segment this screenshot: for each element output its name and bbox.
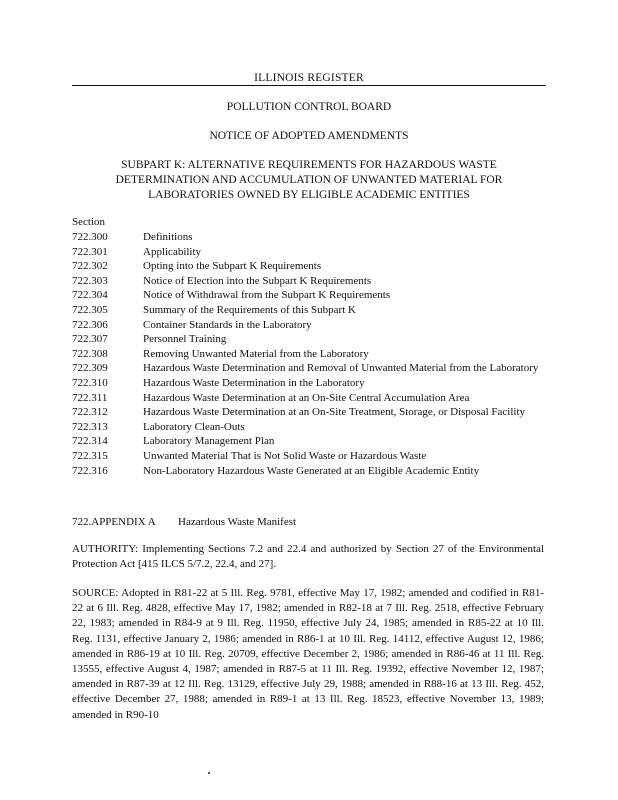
- toc-row: [72, 434, 546, 449]
- section-title: Applicability: [143, 245, 202, 258]
- section-number: 722.316: [72, 464, 108, 477]
- toc-row: [72, 245, 546, 260]
- section-number: 722.308: [72, 347, 108, 360]
- toc-row: [72, 420, 546, 435]
- toc-row: [72, 449, 546, 464]
- toc-row: [72, 230, 546, 245]
- section-title: Notice of Election into the Subpart K Requirements: [143, 274, 372, 287]
- toc-row: [72, 274, 546, 289]
- section-title: Personnel Training: [143, 333, 227, 346]
- toc-row: [72, 318, 546, 333]
- toc-row: [72, 361, 546, 376]
- toc-row: [72, 347, 546, 362]
- toc-row: [72, 405, 546, 420]
- section-title: Laboratory Clean-Outs: [143, 420, 245, 433]
- section-number: 722.309: [72, 362, 108, 375]
- section-title: Notice of Withdrawal from the Subpart K Requirements: [143, 289, 391, 302]
- section-title: Non-Laboratory Hazardous Waste Generated at an Eligible Academic Entity: [143, 464, 480, 477]
- page-mark: [208, 772, 210, 774]
- section-title: Opting into the Subpart K Requirements: [143, 260, 322, 273]
- section-number: 722.303: [72, 274, 108, 287]
- section-title: Container Standards in the Laboratory: [143, 318, 312, 331]
- section-title: Hazardous Waste Determination at an On-Site Central Accumulation Area: [143, 391, 470, 404]
- section-number: 722.305: [72, 303, 108, 316]
- board-name: POLLUTION CONTROL BOARD: [226, 101, 392, 113]
- toc-row: [72, 332, 546, 347]
- section-title: Summary of the Requirements of this Subpart K: [143, 303, 356, 316]
- toc-row: [72, 464, 546, 479]
- subpart-title: SUBPART K: ALTERNATIVE REQUIREMENTS FOR HAZARDOUS WASTE DETERMINATION AND ACCUMULATION OF UNWANTED MATERIAL FOR LABORATORIES OWNED BY ELIGIBLE ACADEMIC ENTITIES: [115, 159, 503, 201]
- section-number: 722.302: [72, 260, 108, 273]
- table-of-contents: [72, 230, 546, 478]
- section-title: Definitions: [143, 231, 193, 243]
- section-title: Hazardous Waste Determination and Removal of Unwanted Material from the Laboratory: [143, 362, 539, 375]
- section-number: 722.300: [72, 231, 108, 243]
- section-heading: Section: [72, 216, 105, 228]
- section-title: Unwanted Material That is Not Solid Waste or Hazardous Waste: [143, 449, 427, 462]
- register-header: ILLINOIS REGISTER: [72, 72, 546, 86]
- section-number: 722.315: [72, 449, 108, 462]
- section-number: 722.307: [72, 333, 108, 346]
- appendix-label: 722.APPENDIX A: [72, 516, 156, 528]
- section-number: 722.310: [72, 376, 108, 389]
- section-number: 722.301: [72, 245, 108, 258]
- authority-paragraph: AUTHORITY: Implementing Sections 7.2 and 22.4 and authorized by Section 27 of the Environmental Protection Act [415 ILCS 5/7.2, 22.4, and 27].: [72, 543, 544, 571]
- toc-row: [72, 259, 546, 274]
- source-paragraph: SOURCE: Adopted in R81-22 at 5 Ill. Reg. 9781, effective May 17, 1982; amended and codified in R81-22 at 6 Ill. Reg. 4828, effective May 17, 1982; amended in R82-18 at 7 Ill. Reg. 2518, effective February 22, 1983; amended in R84-9 at 9 Ill. Reg. 11950, effective July 24, 1985; amended in R85-22 at 10 Ill. Reg. 1131, effective January 2, 1986; amended in R86-1 at 10 Ill. Reg. 14112, effective August 12, 1986; amended in R86-19 at 10 Ill. Reg. 20709, effective December 2, 1986; amended in R86-46 at 11 Ill. Reg. 13555, effective August 4, 1987; amended in R87-5 at 11 Ill. Reg. 19392, effective November 12, 1987; amended in R87-39 at 12 Ill. Reg. 13129, effective July 29, 1988; amended in R88-16 at 13 Ill. Reg. 452, effective December 27, 1988; amended in R89-1 at 13 Ill. Reg. 18523, effective November 13, 1989; amended in R90-10: [72, 587, 544, 721]
- section-title: Hazardous Waste Determination at an On-Site Treatment, Storage, or Disposal Facility: [143, 406, 525, 419]
- section-title: Removing Unwanted Material from the Laboratory: [143, 347, 369, 360]
- appendix-title: Hazardous Waste Manifest: [178, 516, 297, 528]
- notice-title: NOTICE OF ADOPTED AMENDMENTS: [209, 130, 409, 142]
- appendix-entry: [72, 516, 296, 528]
- section-title: Laboratory Management Plan: [143, 435, 275, 448]
- toc-row: [72, 376, 546, 391]
- section-number: 722.306: [72, 318, 108, 331]
- section-number: 722.314: [72, 435, 108, 448]
- section-number: 722.312: [72, 406, 108, 419]
- section-number: 722.313: [72, 420, 108, 433]
- toc-row: [72, 303, 546, 318]
- section-number: 722.304: [72, 289, 108, 302]
- section-title: Hazardous Waste Determination in the Laboratory: [143, 376, 365, 389]
- toc-row: [72, 288, 546, 303]
- section-number: 722.311: [72, 391, 108, 404]
- toc-row: [72, 391, 546, 406]
